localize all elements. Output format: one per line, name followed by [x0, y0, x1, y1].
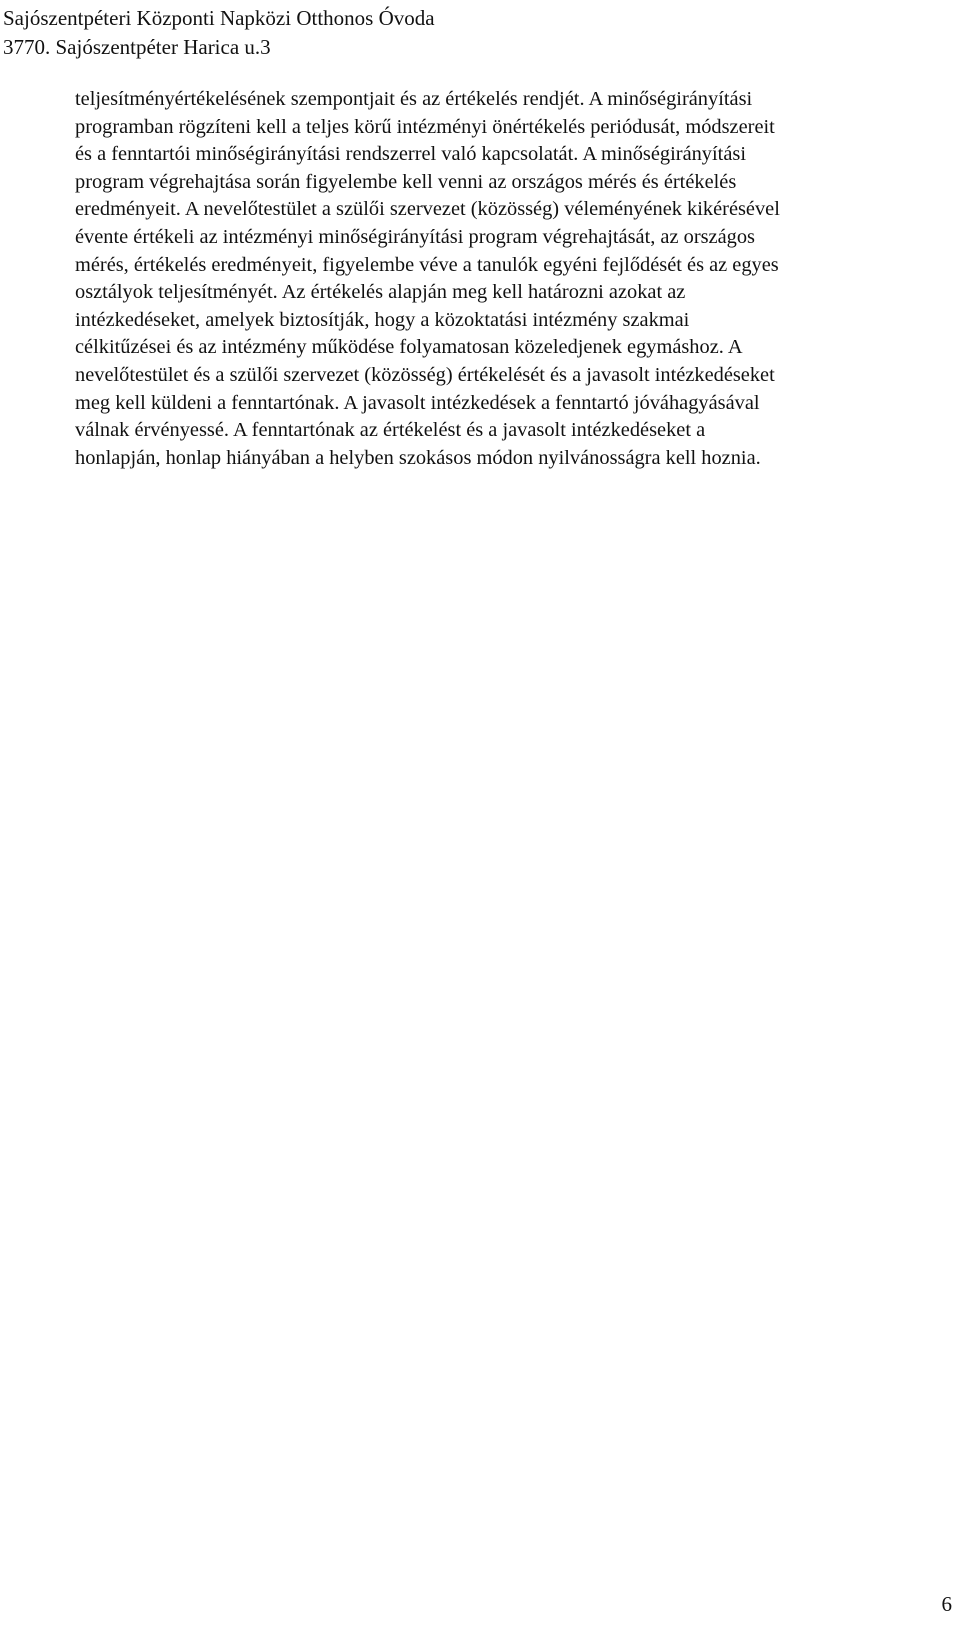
institution-address: 3770. Sajószentpéter Harica u.3 [3, 35, 271, 59]
text-line: és a fenntartói minőségirányítási rendszerrel való kapcsolatát. A minőségirányítási [75, 143, 746, 166]
institution-name: Sajószentpéteri Központi Napközi Otthonos Óvoda [3, 6, 435, 30]
text-line: meg kell küldeni a fenntartónak. A javasolt intézkedések a fenntartó jóváhagyásával [75, 391, 760, 414]
text-line: program végrehajtása során figyelembe kell venni az országos mérés és értékelés [75, 170, 737, 193]
text-line: mérés, értékelés eredményeit, figyelembe véve a tanulók egyéni fejlődését és az egyes [75, 253, 779, 276]
text-line: teljesítményértékelésének szempontjait és az értékelés rendjét. A minőségirányítási [75, 88, 753, 110]
page-number: 6 [941, 1592, 952, 1616]
text-line: programban rögzíteni kell a teljes körű intézményi önértékelés periódusát, módszereit [75, 115, 775, 138]
document-header [3, 4, 435, 62]
text-line: intézkedéseket, amelyek biztosítják, hogy a közoktatási intézmény szakmai [75, 308, 690, 331]
text-line: nevelőtestület és a szülői szervezet (közösség) értékelését és a javasolt intézkedéseket [75, 363, 775, 386]
text-line: eredményeit. A nevelőtestület a szülői szervezet (közösség) véleményének kikérésével [75, 198, 780, 221]
text-line: évente értékeli az intézményi minőségirányítási program végrehajtását, az országos [75, 225, 755, 248]
text-line: honlapján, honlap hiányában a helyben szokásos módon nyilvánosságra kell hoznia. [75, 446, 761, 469]
body-paragraph [75, 86, 960, 472]
text-line: osztályok teljesítményét. Az értékelés alapján meg kell határozni azokat az [75, 281, 686, 304]
text-line: válnak érvényessé. A fenntartónak az értékelést és a javasolt intézkedéseket a [75, 419, 706, 442]
text-line: célkitűzései és az intézmény működése folyamatosan közeledjenek egymáshoz. A [75, 336, 743, 359]
